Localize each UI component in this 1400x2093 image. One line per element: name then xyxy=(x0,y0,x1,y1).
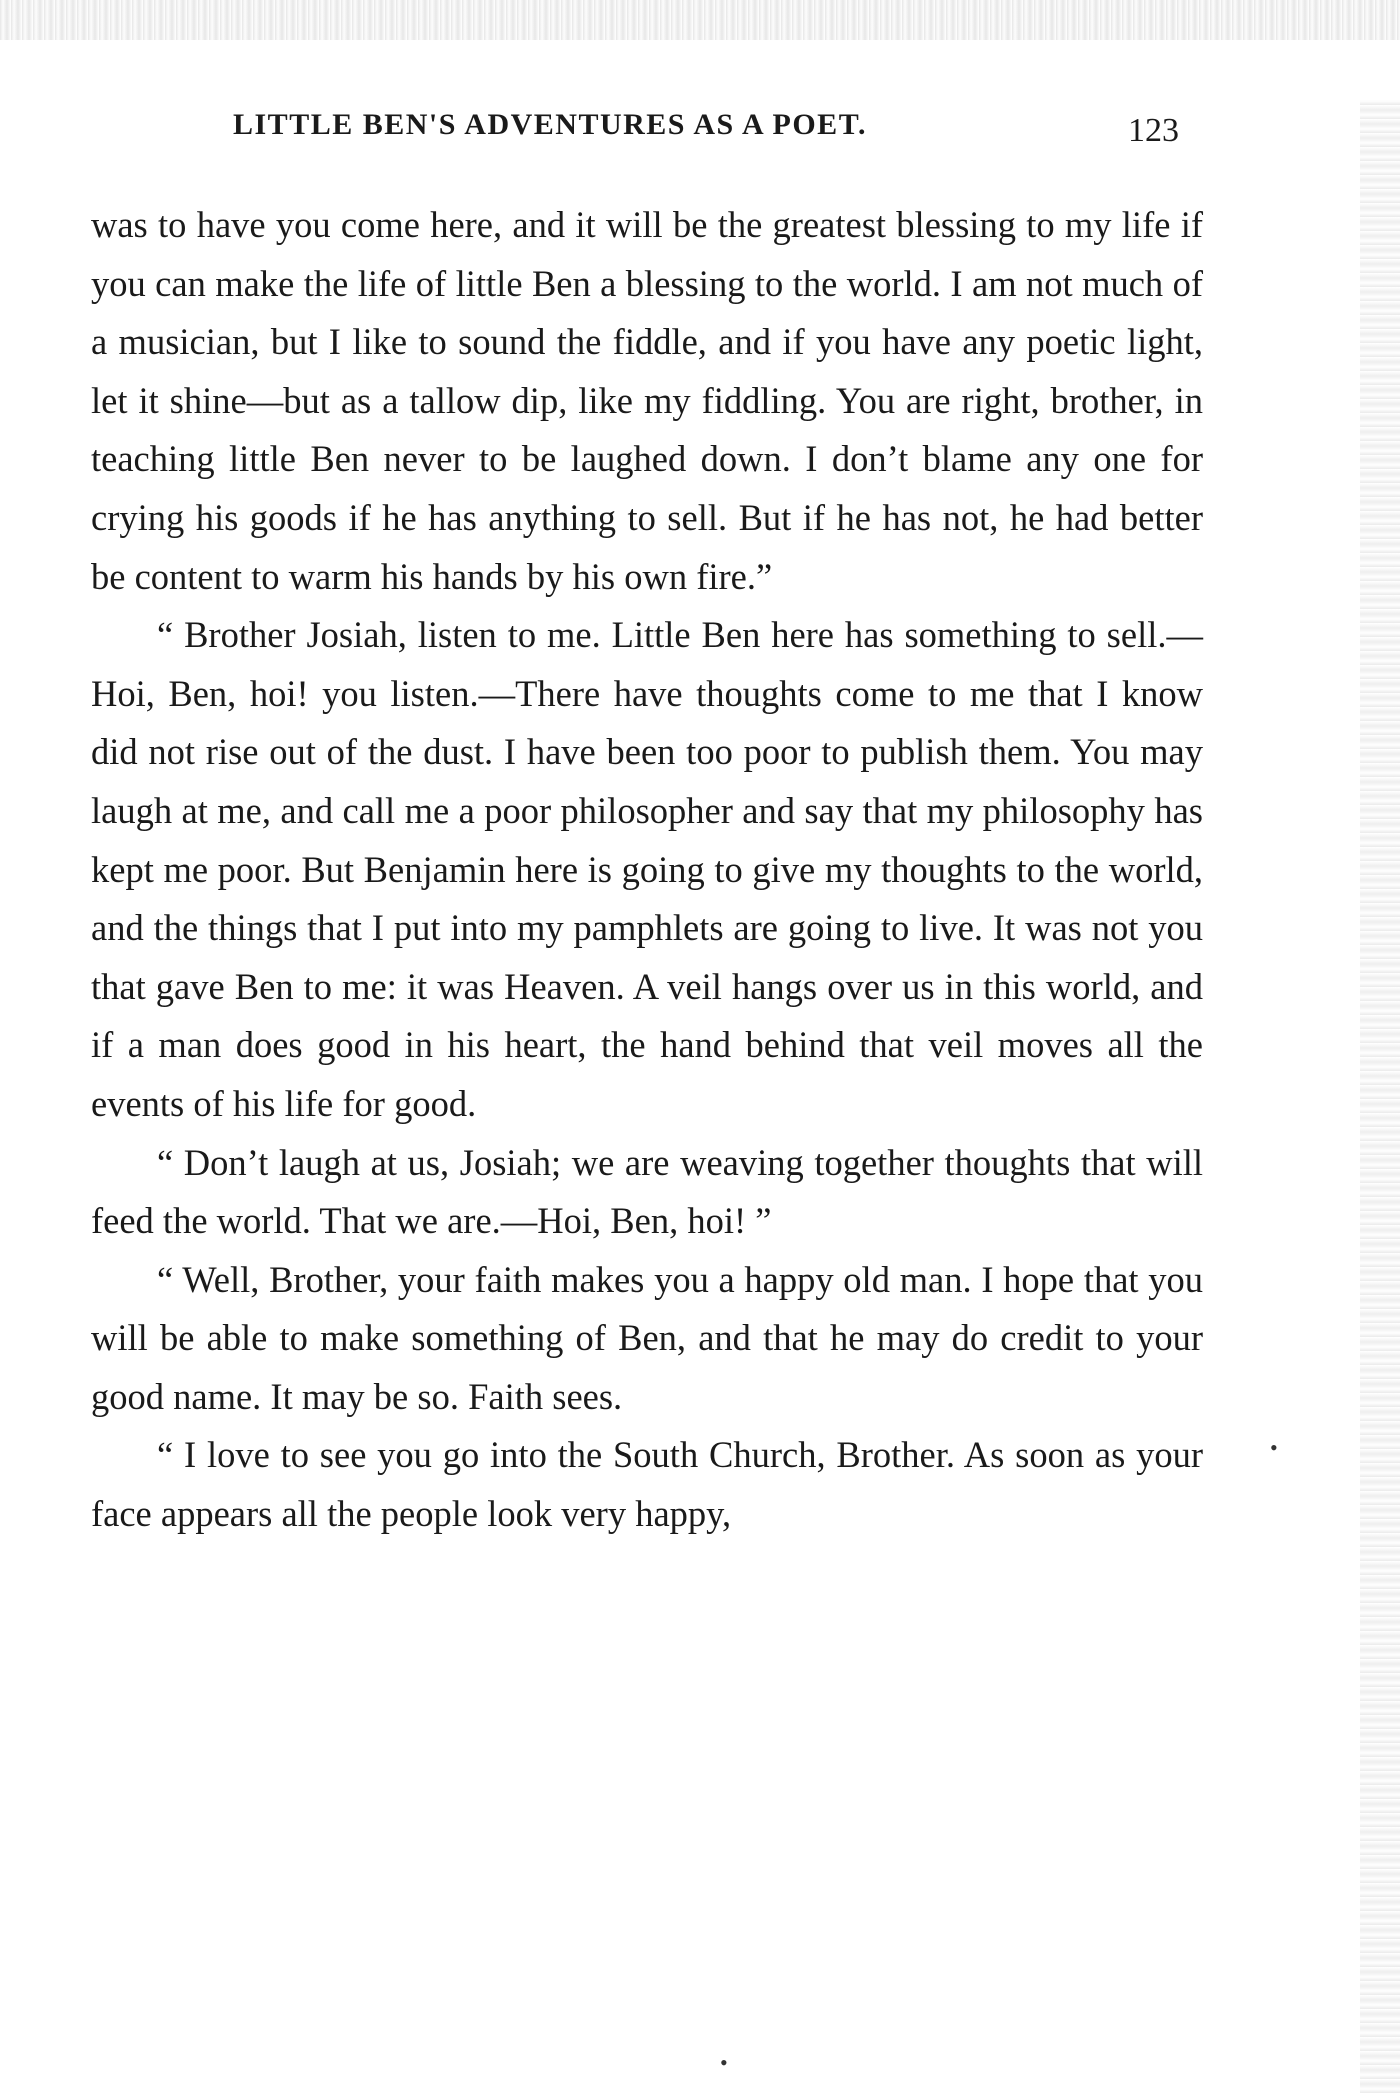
paragraph-3: “ Don’t laugh at us, Josiah; we are weaving together thoughts that will feed the world. That we are.—Hoi, Ben, hoi! ” xyxy=(91,1141,1203,1242)
scan-speck: • xyxy=(720,2050,728,2075)
scan-speck: • xyxy=(1270,1435,1278,1460)
paragraph-1: was to have you come here, and it will be the greatest blessing to my life if you can make the life of little Ben a blessing to the world. I am not much of a musician, but I like to sound the fiddle, and if you have any poetic light, let it shine—but as a tallow dip, like my fiddling. You are right, brother, in teaching little Ben never to be laughed down. I don’t blame any one for crying his goods if he has anything to sell. But if he has not, he had better be content to warm his hands by his own fire.” xyxy=(91,204,1203,597)
scan-edge-right xyxy=(1360,100,1400,2093)
body-text xyxy=(91,196,1203,1544)
paragraph-2: “ Brother Josiah, listen to me. Little Ben here has something to sell.—Hoi, Ben, hoi! you listen.—There have thoughts come to me that I know did not rise out of the dust. I have been too poor to publish them. You may laugh at me, and call me a poor philosopher and say that my philosophy has kept me poor. But Benjamin here is going to give my thoughts to the world, and the things that I put into my pamphlets are going to live. It was not you that gave Ben to me: it was Heaven. A veil hangs over us in this world, and if a man does good in his heart, the hand behind that veil moves all the events of his life for good. xyxy=(91,614,1203,1124)
page-number: 123 xyxy=(1128,112,1179,149)
running-title: LITTLE BEN'S ADVENTURES AS A POET. xyxy=(233,108,867,141)
scan-edge-top xyxy=(0,0,1400,40)
paragraph-4: “ Well, Brother, your faith makes you a happy old man. I hope that you will be able to make something of Ben, and that he may do credit to your good name. It may be so. Faith sees. xyxy=(91,1258,1203,1417)
paragraph-5: “ I love to see you go into the South Church, Brother. As soon as your face appears all the people look very happy, xyxy=(91,1434,1203,1535)
running-header xyxy=(0,108,1400,168)
